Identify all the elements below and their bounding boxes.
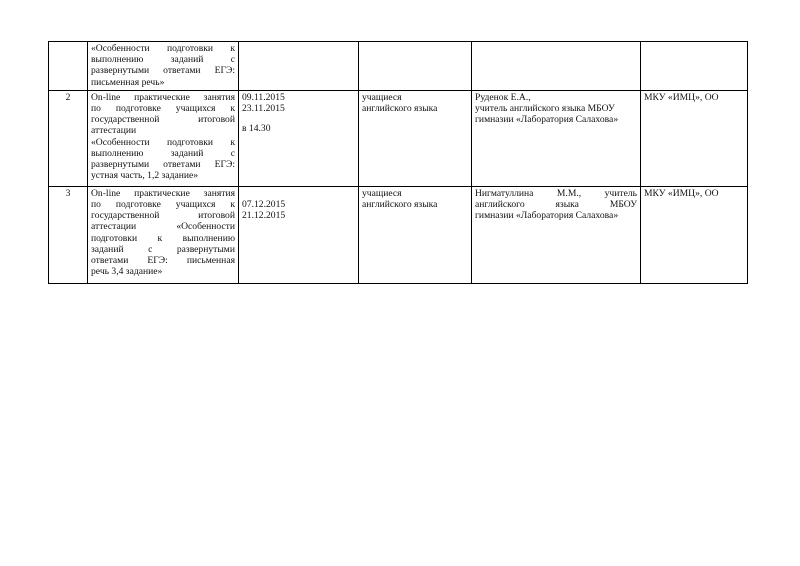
event-dates: [239, 42, 359, 91]
row-number: 3: [49, 186, 88, 283]
event-topic: «Особенности подготовки к выполнению заданий с развернутыми ответами ЕГЭ: письменная речь»: [88, 42, 239, 91]
events-table: [48, 41, 748, 284]
event-organizer: [641, 42, 748, 91]
event-responsible: Руденок Е.А., учитель английского языка МБОУ гимназии «Лаборатория Салахова»: [472, 90, 641, 186]
event-dates: 09.11.2015 23.11.2015 в 14.30: [239, 90, 359, 186]
event-time: в 14.30: [242, 123, 271, 135]
event-organizer: МКУ «ИМЦ», ОО: [641, 90, 748, 186]
row-number: [49, 42, 88, 91]
event-audience: учащиеся английского языка: [359, 90, 472, 186]
event-audience: учащиеся английского языка: [359, 186, 472, 283]
table-row: [49, 90, 748, 186]
event-audience: [359, 42, 472, 91]
event-topic: On-line практические занятия по подготовке учащихся к государственной итоговой аттестации «Особенности подготовки к выполнению заданий с развернутыми ответами ЕГЭ: письменная речь 3,4 задание»: [88, 186, 239, 283]
event-topic: On-line практические занятия по подготовке учащихся к государственной итоговой аттестации «Особенности подготовки к выполнению заданий с развернутыми ответами ЕГЭ: устная часть, 1,2 задание»: [88, 90, 239, 186]
event-dates: 07.12.2015 21.12.2015: [239, 186, 359, 283]
event-responsible: [472, 42, 641, 91]
event-organizer: МКУ «ИМЦ», ОО: [641, 186, 748, 283]
row-number: 2: [49, 90, 88, 186]
event-responsible: Нигматуллина М.М., учитель английского языка МБОУ гимназии «Лаборатория Салахова»: [472, 186, 641, 283]
table-row: [49, 186, 748, 283]
table-row: [49, 42, 748, 91]
